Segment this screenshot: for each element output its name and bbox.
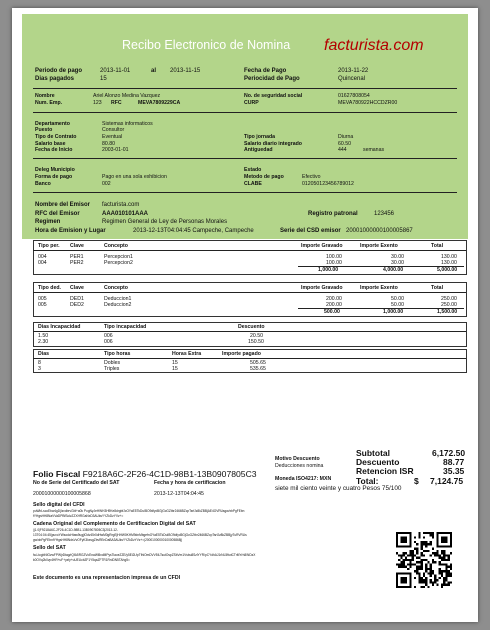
rfc-label: RFC bbox=[111, 100, 122, 106]
descuento-value: 88.77 bbox=[443, 457, 465, 467]
footer-note: Este documento es una representacion impresa de un CFDI bbox=[33, 575, 181, 581]
forma-value: Pago en una sola exhibicion bbox=[102, 174, 167, 180]
regimen-label: Regimen bbox=[35, 219, 61, 225]
sello-sat-value: fa.LtcgbNIGzwFPWjrDtag/rQfA5RGZVcEnaWi5xdMPysTiaoeZZE/y5Ei2LfpTfhiOmDVV5ILTsutOspZSbVm1Vsbu8SzlYYR/pCYdhAJ1rNL5ftutCTrMYrh8/NDzX bbox=[33, 553, 256, 557]
antiguedad-value: 444 bbox=[338, 147, 347, 153]
registro-label: Registro patronal bbox=[308, 211, 358, 217]
document-title: Recibo Electronico de Nomina bbox=[122, 38, 291, 52]
col-header: Importe Gravado bbox=[301, 285, 343, 291]
total-en-letra: siete mil ciento veinte y cuatro Pesos 75/100 bbox=[275, 485, 402, 492]
subtotal-value: 6,172.50 bbox=[432, 448, 466, 458]
col-header: Tipo incapacidad bbox=[104, 324, 147, 330]
total-cell: 4,000.00 bbox=[383, 267, 404, 273]
motivo-label: Motivo Descuento bbox=[275, 456, 320, 462]
sdi-value: 60.50 bbox=[338, 141, 351, 147]
subtotal-label: Subtotal bbox=[356, 448, 390, 458]
moneda-label: Moneda ISO4217: MXN bbox=[275, 476, 332, 482]
col-header: Total bbox=[431, 243, 444, 249]
fecha-cert-label: Fecha y hora de certificacion bbox=[154, 480, 226, 486]
inicio-value: 2003-01-01 bbox=[102, 147, 129, 153]
contrato-label: Tipo de Contrato bbox=[35, 134, 77, 140]
col-header: Dias bbox=[38, 351, 49, 357]
cell: 50.00 bbox=[391, 302, 404, 308]
divider bbox=[33, 88, 457, 89]
al-label: al bbox=[151, 68, 157, 74]
cell: Deduccion2 bbox=[104, 302, 132, 308]
motivo-value: Deducciones nomina bbox=[275, 463, 324, 469]
estado-label: Estado bbox=[244, 167, 262, 173]
cell: 1.50 bbox=[38, 333, 49, 339]
cell: DED2 bbox=[70, 302, 84, 308]
nombre-value: Ariel Alonzo Medina Vazquez bbox=[93, 93, 161, 99]
periodicidad-label: Periocidad de Pago bbox=[244, 76, 300, 82]
table-header-line bbox=[33, 331, 466, 332]
cell: Triples bbox=[104, 366, 120, 372]
cadena-value: ||1.0|F9218A6C-2F26-4C1D-98B1-13B0907805C3|2013-12- bbox=[33, 528, 119, 532]
cell: 535.65 bbox=[250, 366, 266, 372]
emisor-rfc-value: AAA010101AAA bbox=[102, 211, 149, 217]
col-header: Concepto bbox=[104, 285, 128, 291]
total-cell: 1,500.00 bbox=[437, 309, 458, 315]
puesto-value: Consultor bbox=[102, 127, 125, 133]
cert-label: No de Serie del Certificado del SAT bbox=[33, 480, 120, 486]
periodo-to: 2013-11-15 bbox=[170, 68, 201, 74]
periodo-label: Periodo de pago bbox=[35, 68, 83, 74]
banco-value: 002 bbox=[102, 181, 111, 187]
metodo-value: Efectivo bbox=[302, 174, 321, 180]
rfc-value: MEVA7809229CA bbox=[138, 100, 181, 106]
table-header-line bbox=[33, 250, 466, 251]
inicio-label: Fecha de Inicio bbox=[35, 147, 73, 153]
cell: 8 bbox=[38, 360, 41, 366]
antiguedad-label: Antiguedad bbox=[244, 147, 273, 153]
table-header-line bbox=[33, 358, 466, 359]
num-emp-label: Num. Emp. bbox=[35, 100, 63, 106]
isr-label: Retencion ISR bbox=[356, 466, 414, 476]
folio-label: Folio Fiscal bbox=[33, 469, 81, 479]
cell: 20.50 bbox=[250, 333, 263, 339]
cell: 250.00 bbox=[441, 302, 457, 308]
salario-value: 80.80 bbox=[102, 141, 115, 147]
sdi-label: Salario diario integrado bbox=[244, 141, 302, 147]
cell: Deduccion1 bbox=[104, 296, 132, 302]
col-header: Clave bbox=[70, 243, 84, 249]
sello-sat-label: Sello del SAT bbox=[33, 545, 66, 551]
puesto-label: Puesto bbox=[35, 127, 53, 133]
cell: PER1 bbox=[70, 254, 84, 260]
col-header: Dias Incapacidad bbox=[38, 324, 81, 330]
cell: 006 bbox=[104, 339, 113, 345]
sello-cfdi-label: Sello digital del CFDI bbox=[33, 502, 85, 508]
periodo-from: 2013-11-01 bbox=[100, 68, 131, 74]
cell: 200.00 bbox=[326, 296, 342, 302]
cell: 150.50 bbox=[248, 339, 264, 345]
divider bbox=[33, 192, 457, 193]
cert-value: 20001000000100005868 bbox=[33, 491, 91, 497]
clabe-value: 012050123456789012 bbox=[302, 181, 354, 187]
hora-emision-value: 2013-12-13T04:04:45 Campeche, Campeche bbox=[133, 228, 254, 234]
nombre-label: Nombre bbox=[35, 93, 55, 99]
col-header: Tipo ded. bbox=[38, 285, 61, 291]
cell: 50.00 bbox=[391, 296, 404, 302]
cadena-value-3: gw/xbPgFEbnfYHgsHH8NdsVvOFyK3kxsgZbvREnDaBA3AUksYYZkDzYVz+=|20001000000100005868|| bbox=[33, 538, 183, 542]
emisor-nombre-value: facturista.com bbox=[102, 202, 140, 208]
cell: 30.00 bbox=[391, 260, 404, 266]
emisor-rfc-label: RFC del Emisor bbox=[35, 211, 80, 217]
regimen-value: Regimen General de Ley de Personas Morales bbox=[102, 219, 228, 225]
qr-code bbox=[396, 532, 452, 588]
cell: 006 bbox=[104, 333, 113, 339]
salario-label: Salario base bbox=[35, 141, 66, 147]
cell: 130.00 bbox=[441, 260, 457, 266]
col-header: Horas Extra bbox=[172, 351, 202, 357]
cell: 004 bbox=[38, 254, 47, 260]
brand-logo: facturista.com bbox=[324, 37, 424, 54]
hora-emision-label: Hora de Emision y Lugar bbox=[35, 228, 106, 234]
sello-cfdi-value: puWbLscoEbw4gDjIzvdbrvGbl+a0k PogNyJeHWH3H9Ke8drgbfJcOYaE5TkDuIBO9dfyd5GjGcGZtbr2466BZcpTsrfJz8kZBBjAE4OVRUsgw/xbPgFEbn bbox=[33, 509, 245, 513]
fecha-pago-label: Fecha de Pago bbox=[244, 68, 287, 74]
cell: Percepcion2 bbox=[104, 260, 133, 266]
sello-cfdi-value-2: fYHgsHH8NaVVaDPBfSolzZZXHRGaNxD3AUksYYZkDzYVz+= bbox=[33, 514, 124, 518]
fecha-pago-value: 2013-11-22 bbox=[338, 68, 369, 74]
cadena-value-2: 13T04:04:45|puvoYWsodcHtaw9ugjlOdv45r0dHwM0gRrgEjHHW0KHM9dnMbgefnOYaE5TkDuIBO9dfyd5GjGcGZtbr2466BZcpTsrfJz8kZBBjyTuRVRUs bbox=[33, 533, 247, 537]
sello-sat-value-2: k0OVq2k0vp4HR+uF+yzfy+uUEUcbZF1Y5qaZFTR1RnIDN5TAhg5= bbox=[33, 558, 130, 562]
total-label: Total: bbox=[356, 476, 379, 486]
col-header: Concepto bbox=[104, 243, 128, 249]
col-header: Importe Exento bbox=[360, 285, 398, 291]
num-emp-value: 123 bbox=[93, 100, 102, 106]
col-header: Tipo per. bbox=[38, 243, 60, 249]
total-cell: 1,000.00 bbox=[383, 309, 404, 315]
antiguedad-unit: semanas bbox=[363, 147, 385, 153]
deleg-label: Deleg Municipio bbox=[35, 167, 75, 173]
cell: 250.00 bbox=[441, 296, 457, 302]
currency-symbol: $ bbox=[414, 476, 419, 486]
col-header: Total bbox=[431, 285, 444, 291]
cell: PER2 bbox=[70, 260, 84, 266]
cell: 100.00 bbox=[326, 254, 342, 260]
curp-value: MEVA780922HCCDZR00 bbox=[338, 100, 398, 106]
cell: 505.65 bbox=[250, 360, 266, 366]
cell: 100.00 bbox=[326, 260, 342, 266]
cell: 30.00 bbox=[391, 254, 404, 260]
cell: Dobles bbox=[104, 360, 121, 366]
total-cell: 500.00 bbox=[324, 309, 340, 315]
col-header: Clave bbox=[70, 285, 84, 291]
dias-label: Dias pagados bbox=[35, 76, 75, 82]
col-header: Importe pagado bbox=[222, 351, 261, 357]
periodicidad-value: Quincenal bbox=[338, 76, 366, 82]
cell: 15 bbox=[172, 366, 178, 372]
divider bbox=[33, 112, 457, 113]
nss-label: No. de seguridad social bbox=[244, 93, 303, 99]
nss-value: 01627808054 bbox=[338, 93, 370, 99]
folio-value: F9218A6C-2F26-4C1D-98B1-13B0907805C3 bbox=[82, 469, 257, 479]
banco-label: Banco bbox=[35, 181, 51, 187]
table-header-line bbox=[33, 292, 466, 293]
isr-value: 35.35 bbox=[443, 466, 465, 476]
cell: 004 bbox=[38, 260, 47, 266]
depto-value: Sistemas informaticos bbox=[102, 121, 153, 127]
contrato-value: Eventual bbox=[102, 134, 123, 140]
total-cell: 5,000.00 bbox=[437, 267, 458, 273]
jornada-value: Diurna bbox=[338, 134, 354, 140]
divider bbox=[33, 158, 457, 159]
fecha-cert-value: 2013-12-13T04:04:45 bbox=[154, 491, 204, 497]
col-header: Importe Gravado bbox=[301, 243, 343, 249]
total-value: 7,124.75 bbox=[430, 476, 464, 486]
cell: Percepcion1 bbox=[104, 254, 133, 260]
metodo-label: Metodo de pago bbox=[244, 174, 284, 180]
col-header: Importe Exento bbox=[360, 243, 398, 249]
descuento-label: Descuento bbox=[356, 457, 400, 467]
cadena-label: Cadena Original del Complemento de Certificacion Digital del SAT bbox=[33, 521, 196, 527]
cell: 005 bbox=[38, 302, 47, 308]
col-header: Tipo horas bbox=[104, 351, 131, 357]
col-header: Descuento bbox=[238, 324, 265, 330]
forma-label: Forma de pago bbox=[35, 174, 73, 180]
dias-value: 15 bbox=[100, 76, 107, 82]
cell: 15 bbox=[172, 360, 178, 366]
registro-value: 123456 bbox=[374, 211, 395, 217]
curp-label: CURP bbox=[244, 100, 259, 106]
cell: 3 bbox=[38, 366, 41, 372]
cell: DED1 bbox=[70, 296, 84, 302]
cell: 005 bbox=[38, 296, 47, 302]
csd-label: Serie del CSD emisor bbox=[280, 228, 341, 234]
jornada-label: Tipo jornada bbox=[244, 134, 276, 140]
cell: 2.30 bbox=[38, 339, 49, 345]
cell: 130.00 bbox=[441, 254, 457, 260]
csd-value: 20001000000100005867 bbox=[346, 228, 413, 234]
emisor-nombre-label: Nombre del Emisor bbox=[35, 202, 91, 208]
clabe-label: CLABE bbox=[244, 181, 262, 187]
cell: 200.00 bbox=[326, 302, 342, 308]
depto-label: Departamento bbox=[35, 121, 70, 127]
total-cell: 1,000.00 bbox=[318, 267, 339, 273]
